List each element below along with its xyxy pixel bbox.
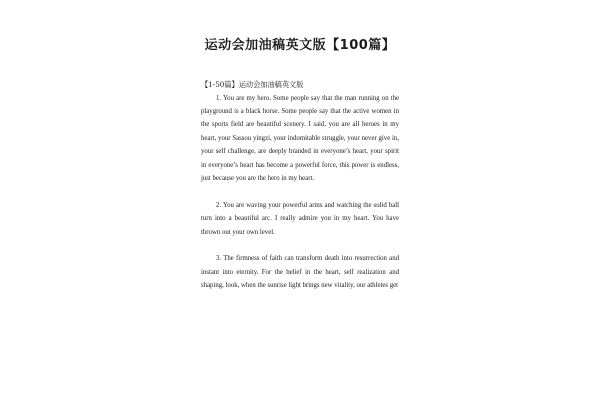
paragraph-2: 2. You are waving your powerful arms and watching the solid ball turn into a beautiful arc. I really admire you in my heart. You have thrown out your own level. [201, 201, 399, 236]
paragraph-1: 1. You are my hero. Some people say that the man running on the playground is a black horse. Some people say that the active women in the sports field are beautiful scenery. I said, you are all heroes in my heart, your Sassou yingzi, your indomitable struggle, your never give in, your self challenge, are deeply branded in everyone’s heart, your spirit in everyone’s heart has become a powerful force, this power is endless, just because you are the hero in my heart. [201, 94, 399, 182]
section-heading: 【1-50篇】运动会加油稿英文版 [201, 80, 304, 89]
document-title: 运动会加油稿英文版【100篇】 [204, 38, 396, 53]
document-body [201, 78, 399, 293]
paragraph-3: 3. The firmness of faith can transform death into resurrection and instant into eternity. For the belief in the heart, self realization and shaping, look, when the sunrise light brings new vitality, our athletes get [201, 255, 399, 290]
